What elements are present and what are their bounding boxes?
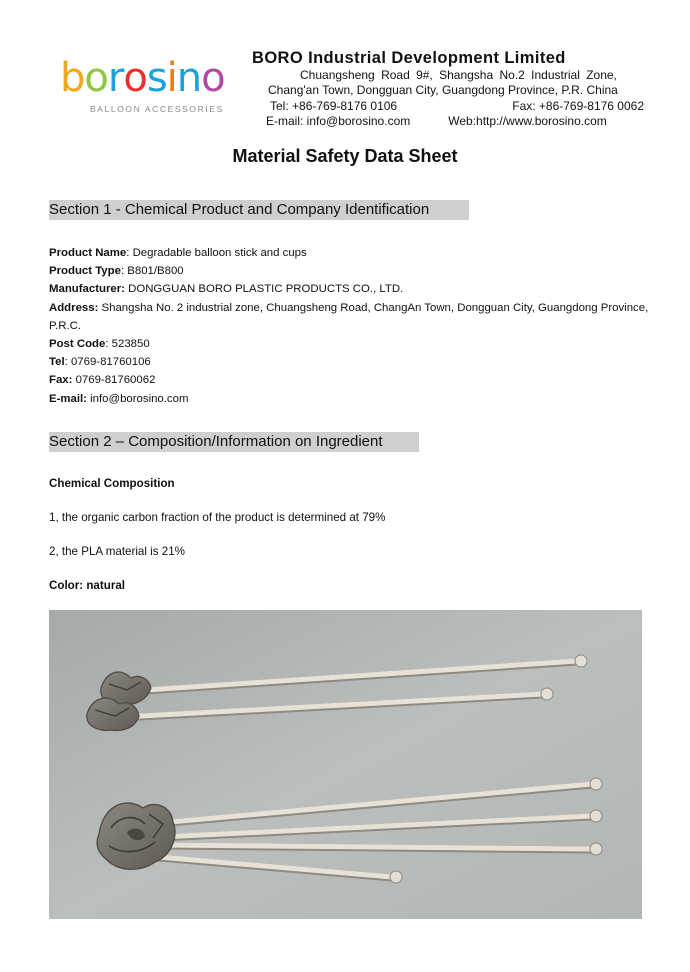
composition-item-2: 2, the PLA material is 21% <box>49 545 185 558</box>
company-tel: Tel: +86-769-8176 0106 <box>270 98 398 113</box>
info-field-label: Fax: <box>49 374 73 387</box>
document-title: Material Safety Data Sheet <box>232 146 458 166</box>
chemical-composition-heading: Chemical Composition <box>49 477 175 490</box>
info-field <box>49 262 649 280</box>
company-logo <box>60 55 240 124</box>
info-field-label: Address: <box>49 301 99 314</box>
company-phone-row <box>252 99 644 114</box>
logo-letter: i <box>166 55 177 101</box>
company-website: Web:http://www.borosino.com <box>448 114 607 129</box>
info-field <box>49 353 649 371</box>
info-field-label: E-mail: <box>49 392 87 405</box>
info-field <box>49 335 649 353</box>
info-field-label: Product Type <box>49 265 121 278</box>
logo-wordmark <box>60 55 240 101</box>
info-field <box>49 299 649 335</box>
info-field <box>49 390 649 408</box>
logo-letter: o <box>84 55 108 101</box>
info-field-value: info@borosino.com <box>86 392 189 405</box>
info-field-value: Shangsha No. 2 industrial zone, Chuangsheng Road, ChangAn Town, Dongguan City, Guangdong Province, P.R.C. <box>49 301 649 332</box>
company-fax: Fax: +86-769-8176 0062 <box>512 98 644 113</box>
company-name: BORO Industrial Development Limited <box>252 49 566 67</box>
company-header <box>252 48 644 130</box>
company-email: E-mail: info@borosino.com <box>266 114 411 129</box>
info-field-value: DONGGUAN BORO PLASTIC PRODUCTS CO., LTD. <box>124 283 404 296</box>
logo-letter: r <box>107 55 124 101</box>
info-field-value: : Degradable balloon stick and cups <box>126 247 307 259</box>
info-field-label: Tel <box>49 356 65 369</box>
section1-heading: Section 1 - Chemical Product and Company Identification <box>49 200 469 220</box>
section2-heading: Section 2 – Composition/Information on Ingredient <box>49 432 419 452</box>
info-field-label: Manufacturer: <box>49 283 125 296</box>
info-field-label: Product Name <box>49 247 127 259</box>
logo-letter: o <box>201 55 225 101</box>
logo-letter: s <box>146 55 167 101</box>
composition-item-1: 1, the organic carbon fraction of the product is determined at 79% <box>49 511 386 524</box>
info-field <box>49 244 649 262</box>
color-line: Color: natural <box>49 579 126 592</box>
logo-letter: b <box>60 55 85 101</box>
info-field-value: : 0769-81760106 <box>64 356 151 369</box>
company-contact-row <box>252 114 644 129</box>
info-field-label: Post Code <box>49 338 106 351</box>
product-photo <box>49 610 642 919</box>
company-address-line1: Chuangsheng Road 9#, Shangsha No.2 Industrial Zone, <box>300 68 617 82</box>
product-info-block <box>49 244 649 408</box>
info-field-value: : B801/B800 <box>120 265 184 278</box>
info-field <box>49 371 649 389</box>
info-field-value: 0769-81760062 <box>72 374 156 387</box>
logo-tagline: BALLOON ACCESSORIES <box>90 104 224 114</box>
logo-letter: n <box>176 55 202 101</box>
logo-letter: o <box>123 55 147 101</box>
info-field <box>49 280 649 298</box>
company-address-line2: Chang'an Town, Dongguan City, Guangdong Province, P.R. China <box>268 83 618 98</box>
info-field-value: : 523850 <box>105 338 150 351</box>
